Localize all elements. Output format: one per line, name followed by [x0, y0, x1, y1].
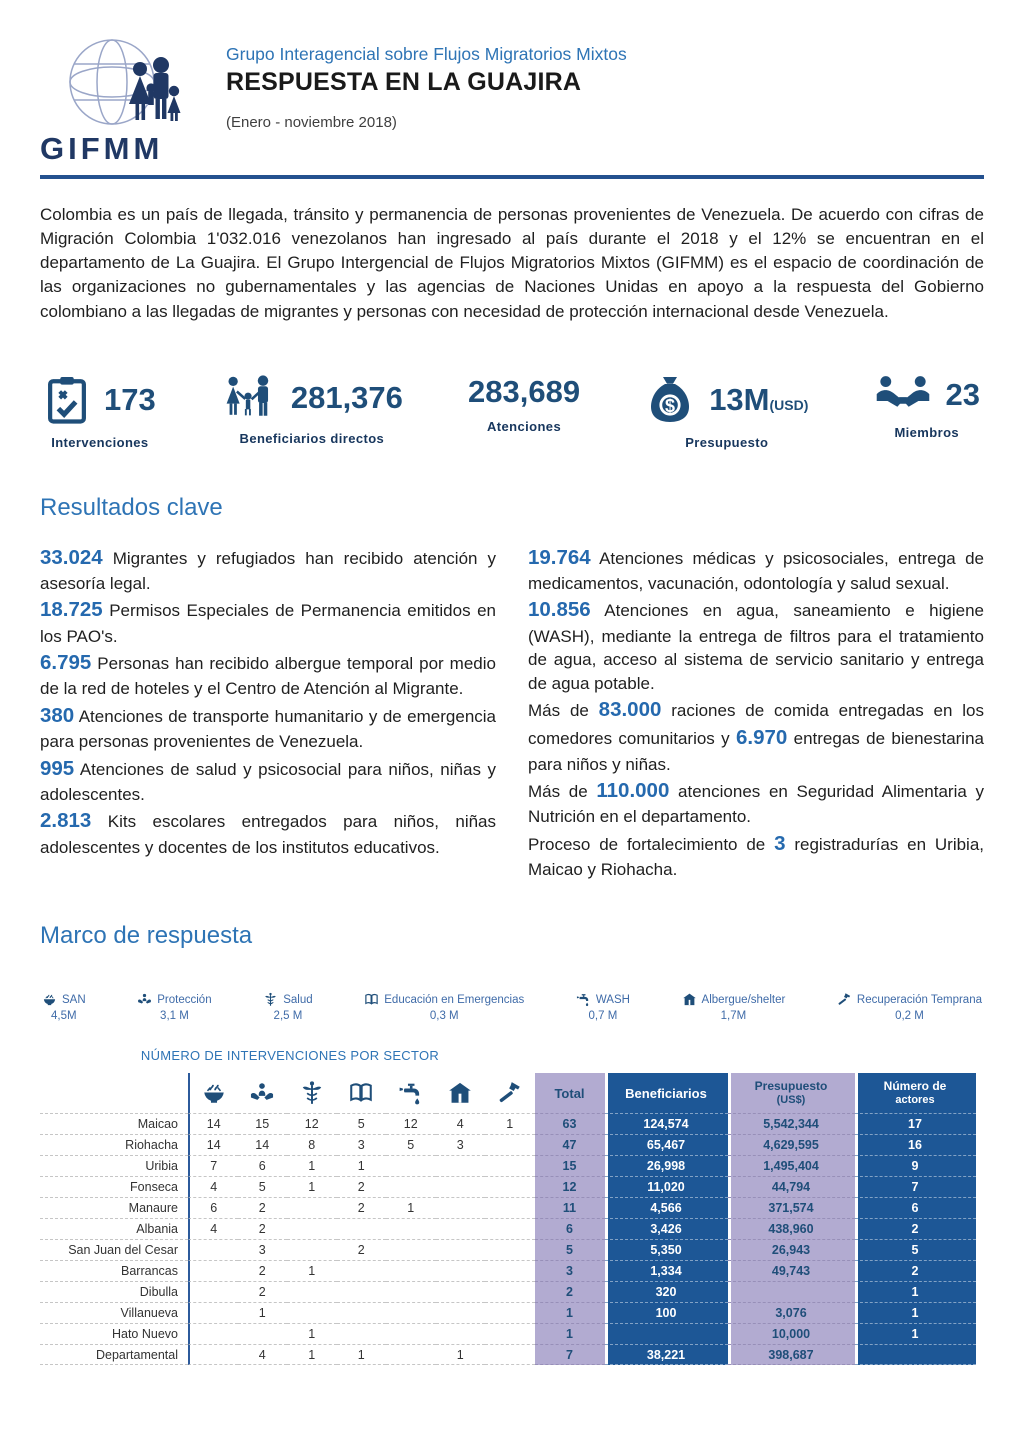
sector-count-cell: 4 [436, 1113, 486, 1134]
sector-count-cell [436, 1239, 486, 1260]
results-column-left [40, 544, 496, 883]
sector-count-cell: 2 [238, 1197, 288, 1218]
presupuesto-cell: 398,687 [728, 1344, 855, 1365]
sector-funding-value: 4,5M [51, 1010, 77, 1023]
result-text: Atenciones en agua, saneamiento e higiene (WASH), mediante la entrega de filtros para el tratamiento de agua, acceso al sistema de servicio sanitario y entrega de agua potable. [528, 601, 984, 693]
sector-count-cell [436, 1197, 486, 1218]
header-text [226, 36, 627, 131]
svg-text:$: $ [665, 395, 676, 416]
row-label: Hato Nuevo [40, 1323, 188, 1344]
wash-icon [576, 992, 591, 1007]
presupuesto-cell: 371,574 [728, 1197, 855, 1218]
sector-column-header [386, 1073, 436, 1113]
sector-count-cell: 7 [188, 1155, 238, 1176]
sector-count-cell [436, 1155, 486, 1176]
sector-column-header [485, 1073, 535, 1113]
stat-atenciones [468, 374, 580, 434]
sector-count-cell [337, 1260, 387, 1281]
sector-count-cell [188, 1260, 238, 1281]
result-text: atenciones en Seguridad Alimentaria y Nutrición en el departamento. [528, 782, 984, 827]
actores-cell: 2 [855, 1260, 976, 1281]
stat-value: 173 [104, 381, 156, 417]
table-corner-cell [40, 1073, 188, 1113]
sector-albergue-shelter [682, 992, 786, 1022]
sector-count-cell: 8 [287, 1134, 337, 1155]
education-icon [364, 992, 379, 1007]
beneficiarios-cell: 5,350 [605, 1239, 728, 1260]
sector-count-cell [188, 1302, 238, 1323]
actores-cell: 17 [855, 1113, 976, 1134]
row-label: Dibulla [40, 1281, 188, 1302]
beneficiarios-cell: 26,998 [605, 1155, 728, 1176]
total-cell: 2 [535, 1281, 605, 1302]
sector-count-cell [485, 1344, 535, 1365]
result-number: 33.024 [40, 545, 103, 569]
sector-count-cell [485, 1260, 535, 1281]
sector-column-header [436, 1073, 486, 1113]
sector-count-cell [287, 1218, 337, 1239]
result-number: 995 [40, 756, 75, 780]
row-label: Maicao [40, 1113, 188, 1134]
sector-count-cell [337, 1218, 387, 1239]
beneficiarios-cell [605, 1323, 728, 1344]
result-item [528, 596, 984, 695]
wash-icon [398, 1080, 424, 1106]
sector-count-cell: 1 [287, 1155, 337, 1176]
result-text: Atenciones médicas y psicosociales, entrega de medicamentos, vacunación, odontología y salud sexual. [528, 548, 984, 593]
health-icon [299, 1080, 325, 1106]
sector-count-cell: 14 [188, 1113, 238, 1134]
presupuesto-cell: 26,943 [728, 1239, 855, 1260]
result-number: 18.725 [40, 598, 103, 622]
beneficiarios-cell: 100 [605, 1302, 728, 1323]
sector-count-cell: 2 [337, 1176, 387, 1197]
result-item [40, 702, 496, 754]
sector-top [837, 992, 982, 1007]
result-text: Atenciones de salud y psicosocial para niños, niñas y adolescentes. [40, 759, 496, 804]
sector-count-cell: 1 [287, 1176, 337, 1197]
shelter-icon [447, 1080, 473, 1106]
sector-count-cell: 14 [238, 1134, 288, 1155]
actores-header-line2: actores [895, 1094, 935, 1107]
stat-value: 13M(USD) [709, 381, 809, 417]
sector-label: Salud [283, 993, 313, 1006]
shelter-icon [682, 992, 697, 1007]
sector-count-cell: 1 [238, 1302, 288, 1323]
sector-funding-value: 0,3 M [429, 1010, 459, 1023]
page-title: RESPUESTA EN LA GUAJIRA [226, 68, 582, 96]
result-item [40, 544, 496, 596]
education-icon [348, 1080, 374, 1106]
row-label: Uribia [40, 1155, 188, 1176]
sector-protecci-n [137, 992, 211, 1022]
results-heading: Resultados clave [40, 493, 223, 521]
actores-cell: 6 [855, 1197, 976, 1218]
sector-count-cell [485, 1155, 535, 1176]
sector-count-cell: 1 [287, 1323, 337, 1344]
presupuesto-cell: 438,960 [728, 1218, 855, 1239]
presupuesto-column-header [728, 1073, 855, 1113]
total-cell: 12 [535, 1176, 605, 1197]
sector-count-cell: 2 [238, 1281, 288, 1302]
results-column-right [528, 544, 984, 883]
sector-count-cell: 5 [238, 1176, 288, 1197]
gifmm-logo [40, 36, 198, 167]
early-recovery-icon [497, 1080, 523, 1106]
stat-top [874, 374, 980, 416]
result-item [528, 830, 984, 882]
sector-count-cell [436, 1218, 486, 1239]
sector-recuperaci-n-temprana [837, 992, 982, 1022]
beneficiarios-cell: 1,334 [605, 1260, 728, 1281]
sector-count-cell: 4 [238, 1344, 288, 1365]
result-number: 6.795 [40, 651, 92, 675]
results-columns [40, 544, 984, 883]
stat-label: Presupuesto [685, 434, 769, 450]
row-label: Villanueva [40, 1302, 188, 1323]
sector-count-cell [485, 1281, 535, 1302]
result-number: 380 [40, 703, 75, 727]
sector-count-cell: 1 [337, 1344, 387, 1365]
sector-count-cell [386, 1155, 436, 1176]
sector-count-cell [337, 1281, 387, 1302]
sector-funding-value: 3,1 M [160, 1010, 189, 1023]
beneficiarios-cell: 65,467 [605, 1134, 728, 1155]
health-icon [263, 992, 278, 1007]
sector-count-cell [287, 1302, 337, 1323]
row-label: Fonseca [40, 1176, 188, 1197]
result-number: 110.000 [596, 779, 670, 803]
interventions-table-block [40, 1048, 984, 1365]
report-header [40, 36, 984, 167]
sector-count-cell [386, 1176, 436, 1197]
presupuesto-cell: 3,076 [728, 1302, 855, 1323]
presupuesto-cell [728, 1281, 855, 1302]
sector-count-cell: 1 [436, 1344, 486, 1365]
result-item [40, 596, 496, 648]
row-label: Barrancas [40, 1260, 188, 1281]
stat-top [221, 374, 403, 422]
sector-count-cell: 5 [386, 1134, 436, 1155]
total-cell: 1 [535, 1302, 605, 1323]
presupuesto-cell: 10,000 [728, 1323, 855, 1344]
sector-funding-value: 2,5 M [273, 1010, 303, 1023]
sector-funding-row [40, 992, 984, 1022]
beneficiarios-column-header: Beneficiarios [605, 1073, 728, 1113]
sector-count-cell [485, 1239, 535, 1260]
result-text: Más de [528, 701, 599, 720]
sector-count-cell [386, 1302, 436, 1323]
beneficiarios-cell: 11,020 [605, 1176, 728, 1197]
sector-count-cell [485, 1302, 535, 1323]
sector-top [42, 992, 86, 1007]
sector-count-cell [337, 1302, 387, 1323]
stat-value: 23 [945, 376, 980, 412]
sector-count-cell: 1 [287, 1260, 337, 1281]
sector-top [263, 992, 312, 1007]
sector-salud [263, 992, 312, 1022]
actores-cell: 16 [855, 1134, 976, 1155]
result-text: Atenciones de transporte humanitario y de emergencia para personas provenientes de Venezuela. [40, 706, 496, 752]
handshake-icon [874, 374, 932, 416]
sector-count-cell [436, 1260, 486, 1281]
sector-funding-value: 0,7 M [588, 1010, 618, 1023]
total-cell: 1 [535, 1323, 605, 1344]
sector-label: Albergue/shelter [701, 993, 786, 1006]
response-framework-heading: Marco de respuesta [40, 922, 253, 950]
actores-header-line1: Número de [883, 1079, 947, 1094]
beneficiarios-cell: 320 [605, 1281, 728, 1302]
presupuesto-header-line2: (US$) [776, 1094, 806, 1107]
sector-count-cell: 15 [238, 1113, 288, 1134]
sector-count-cell [386, 1323, 436, 1344]
sector-count-cell [485, 1218, 535, 1239]
result-number: 83.000 [598, 698, 662, 721]
presupuesto-cell: 49,743 [728, 1260, 855, 1281]
food-icon [201, 1080, 227, 1106]
total-cell: 7 [535, 1344, 605, 1365]
sector-count-cell: 1 [485, 1113, 535, 1134]
presupuesto-cell: 5,542,344 [728, 1113, 855, 1134]
sector-count-cell: 2 [238, 1260, 288, 1281]
sector-label: Educación en Emergencias [384, 993, 525, 1006]
total-cell: 47 [535, 1134, 605, 1155]
total-cell: 6 [535, 1218, 605, 1239]
result-text: Más de [528, 782, 597, 802]
sector-count-cell [386, 1260, 436, 1281]
result-text: Personas han recibido albergue temporal por medio de la red de hoteles y el Centro de Atención al Migrante. [40, 654, 496, 699]
sector-column-header [337, 1073, 387, 1113]
sector-count-cell: 3 [337, 1134, 387, 1155]
result-number: 19.764 [528, 545, 591, 569]
row-label: Manaure [40, 1197, 188, 1218]
stat-value: 283,689 [468, 373, 581, 409]
stat-intervenciones [44, 374, 156, 450]
protection-icon [249, 1080, 275, 1106]
actores-cell: 2 [855, 1218, 976, 1239]
sector-count-cell: 4 [188, 1176, 238, 1197]
result-number: 10.856 [528, 598, 591, 622]
sector-label: SAN [62, 993, 86, 1006]
sector-count-cell [287, 1281, 337, 1302]
sector-count-cell [386, 1281, 436, 1302]
row-label: Albania [40, 1218, 188, 1239]
early-recovery-icon [837, 992, 852, 1007]
result-number: 6.970 [735, 726, 788, 750]
sector-count-cell [485, 1323, 535, 1344]
sector-count-cell [287, 1239, 337, 1260]
result-item [528, 544, 984, 596]
total-cell: 11 [535, 1197, 605, 1218]
result-item [40, 807, 496, 859]
beneficiarios-cell: 3,426 [605, 1218, 728, 1239]
org-name: Grupo Interagencial sobre Flujos Migratorios Mixtos [226, 44, 627, 64]
sector-count-cell [485, 1197, 535, 1218]
stat-label: Beneficiarios directos [239, 430, 385, 446]
money-bag-icon [645, 374, 695, 426]
result-text: raciones de comida entregadas en los comedores comunitarios y [528, 701, 984, 749]
sector-column-header [287, 1073, 337, 1113]
actores-cell: 7 [855, 1176, 976, 1197]
sector-funding-value: 1,7M [720, 1010, 747, 1023]
sector-count-cell [188, 1323, 238, 1344]
row-label: Departamental [40, 1344, 188, 1365]
sector-top [682, 992, 786, 1007]
sector-top [364, 992, 524, 1007]
clipboard-check-icon [44, 374, 90, 426]
stat-top [44, 374, 156, 426]
stat-presupuesto [645, 374, 808, 450]
sector-count-cell: 6 [238, 1155, 288, 1176]
stat-top [468, 374, 580, 410]
sector-count-cell: 2 [337, 1197, 387, 1218]
sector-count-cell: 1 [337, 1155, 387, 1176]
sector-count-cell: 2 [238, 1218, 288, 1239]
sector-funding-value: 0,2 M [895, 1010, 924, 1023]
sector-count-cell [386, 1239, 436, 1260]
actores-cell: 5 [855, 1239, 976, 1260]
result-item [528, 777, 984, 829]
sector-count-cell [485, 1176, 535, 1197]
sector-count-cell: 1 [287, 1344, 337, 1365]
sector-column-header [238, 1073, 288, 1113]
sector-count-cell: 12 [386, 1113, 436, 1134]
sector-column-header [188, 1073, 238, 1113]
sector-count-cell: 6 [188, 1197, 238, 1218]
actores-cell [855, 1344, 976, 1365]
result-item [528, 696, 984, 776]
total-column-header: Total [535, 1073, 605, 1113]
sector-count-cell [188, 1344, 238, 1365]
sector-label: Protección [157, 993, 212, 1006]
beneficiarios-cell: 4,566 [605, 1197, 728, 1218]
presupuesto-header-line1: Presupuesto [754, 1079, 828, 1094]
sector-label: WASH [595, 993, 630, 1006]
family-icon [221, 374, 277, 422]
sector-count-cell [436, 1281, 486, 1302]
result-text: Kits escolares entregados para niños, niñas adolescentes y docentes de los institutos educativos. [40, 812, 496, 857]
actores-cell: 9 [855, 1155, 976, 1176]
sector-count-cell: 3 [436, 1134, 486, 1155]
sector-count-cell: 12 [287, 1113, 337, 1134]
interventions-table [40, 1073, 984, 1365]
protection-icon [137, 992, 152, 1007]
sector-top [576, 992, 630, 1007]
sector-count-cell: 1 [386, 1197, 436, 1218]
result-text: entregas de bienestarina para niños y niñas. [528, 729, 984, 774]
stat-label: Atenciones [487, 418, 562, 434]
sector-count-cell [436, 1323, 486, 1344]
stat-beneficiarios-directos [221, 374, 403, 446]
stat-label: Intervenciones [51, 434, 149, 450]
result-number: 3 [774, 831, 786, 855]
stat-label: Miembros [894, 424, 960, 440]
sector-count-cell [188, 1239, 238, 1260]
result-text: Migrantes y refugiados han recibido atención y asesoría legal. [40, 548, 496, 593]
beneficiarios-cell: 38,221 [605, 1344, 728, 1365]
presupuesto-cell: 44,794 [728, 1176, 855, 1197]
header-divider [40, 175, 984, 179]
sector-count-cell [287, 1197, 337, 1218]
report-period: (Enero - noviembre 2018) [226, 114, 397, 131]
sector-count-cell: 4 [188, 1218, 238, 1239]
stat-top [645, 374, 808, 426]
actores-cell: 1 [855, 1302, 976, 1323]
sector-count-cell [386, 1344, 436, 1365]
result-item [40, 649, 496, 701]
sector-count-cell: 14 [188, 1134, 238, 1155]
actores-cell: 1 [855, 1281, 976, 1302]
presupuesto-cell: 1,495,404 [728, 1155, 855, 1176]
result-number: 2.813 [40, 809, 92, 833]
result-text: Permisos Especiales de Permanencia emitidos en los PAO's. [40, 601, 496, 646]
total-cell: 63 [535, 1113, 605, 1134]
presupuesto-cell: 4,629,595 [728, 1134, 855, 1155]
logo-wordmark: GIFMM [40, 131, 164, 166]
total-cell: 15 [535, 1155, 605, 1176]
beneficiarios-cell: 124,574 [605, 1113, 728, 1134]
result-text: registradurías en Uribia, Maicao y Riohacha. [528, 834, 985, 880]
sector-count-cell [436, 1176, 486, 1197]
sector-count-cell [238, 1323, 288, 1344]
result-text: Proceso de fortalecimiento de [528, 834, 775, 854]
sector-count-cell: 3 [238, 1239, 288, 1260]
sector-label: Recuperación Temprana [856, 993, 982, 1006]
sector-count-cell [485, 1134, 535, 1155]
sector-count-cell: 5 [337, 1113, 387, 1134]
result-item [40, 755, 496, 807]
food-icon [42, 992, 57, 1007]
row-label: Riohacha [40, 1134, 188, 1155]
stat-miembros [874, 374, 980, 440]
total-cell: 5 [535, 1239, 605, 1260]
sector-count-cell [188, 1281, 238, 1302]
sector-count-cell [386, 1218, 436, 1239]
sector-san [42, 992, 86, 1022]
actores-column-header [855, 1073, 976, 1113]
sector-top [137, 992, 211, 1007]
key-figures-row [40, 374, 984, 450]
sector-wash [576, 992, 630, 1022]
actores-cell: 1 [855, 1323, 976, 1344]
sector-count-cell [337, 1323, 387, 1344]
stat-value-suffix: (USD) [769, 396, 809, 413]
sector-educaci-n-en-emergencias [364, 992, 524, 1022]
intro-paragraph: Colombia es un país de llegada, tránsito y permanencia de personas provenientes de Venezuela. De acuerdo con cifras de Migración Colombia 1'032.016 venezolanos han ingresado al país durante el 2018 y el 12% se encuentran en el departamento de La Guajira. El Grupo Intergencial de Flujos Migratorios Mixtos (GIFMM) es el espacio de coordinación de las organizaciones no gubernamentales y las agencias de Naciones Unidas en apoyo a la respuesta del Gobierno colombiano a las llegadas de migrantes y personas con necesidad de protección internacional desde Venezuela. [40, 205, 984, 321]
sector-count-cell [436, 1302, 486, 1323]
sector-count-cell: 2 [337, 1239, 387, 1260]
row-label: San Juan del Cesar [40, 1239, 188, 1260]
stat-value: 281,376 [290, 379, 403, 415]
table-title: NÚMERO DE INTERVENCIONES POR SECTOR [140, 1048, 440, 1064]
total-cell: 3 [535, 1260, 605, 1281]
